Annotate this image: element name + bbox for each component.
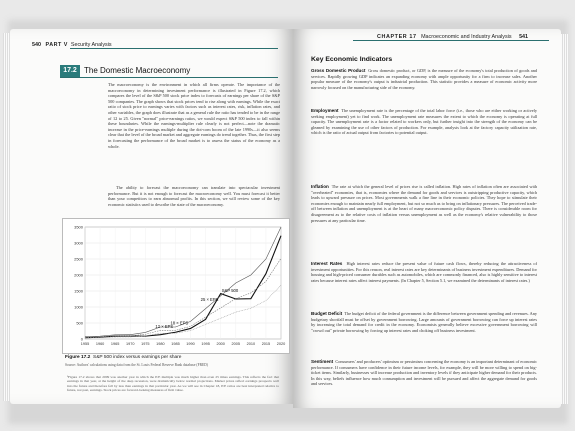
chapter-title: Macroeconomic and Industry Analysis [421,34,512,40]
part-label: PART V [45,42,68,48]
y-tick-label: 3500 [74,224,83,230]
right-page [293,29,561,408]
chart-annotation: 25 × EPS [200,297,219,303]
x-tick-label: 1965 [110,342,120,346]
indicator-heading: Interest Rates [311,261,343,266]
indicator-heading: Sentiment [311,359,334,364]
section-title: The Domestic Macroeconomy [84,66,191,75]
figure-title: S&P 500 index versus earnings per share [93,355,182,360]
key-indicators-heading: Key Economic Indicators [311,56,393,63]
paragraph-1: The macroeconomy is the environment in which all firms operate. The importance of the macroeconomy in determining investment performance is illustrated in Figure 17.2, which compares the level of the S&P 500 stock price index to forecasts of earnings per share of the S&P 500 companies. The graph shows that stock prices tend to rise along with earnings. While the exact ratio of stock price to earnings varies with factors such as interest rates, risk, inflation rates, and other variables, the graph does illustrate that as a general rule the ratio has tended to be in the range of 12 to 25. Given "normal" price-earnings ratios, we would expect S&P 500 index to fall within these boundaries. While the earnings-multiplier rule clearly is not perfect—note the dramatic increase in the price-earnings multiple during the dot-com boom of the late 1990s—it also seems clear that the level of the broad market and aggregate earnings do trend together. Thus, the first step in forecasting the performance of the broad market is to assess the status of the economy as a whole. [108,82,280,149]
y-tick-label: 3000 [74,240,83,246]
indicator-text: The unemployment rate is the percentage of the total labor force (i.e., those who are either working or actively seeking employment) yet to find work. The unemployment rate measures the extent to which the economy is operating at full capacity. The unemployment rate is a factor related to workers only, but further insight into the strength of the economy can be gleaned by examining the use of other factors of production. For example, analysts look at the factory capacity utilization rate, which is the ratio of actual output from factories to potential output. [311,108,537,136]
indicator-gdp [311,68,537,106]
x-tick-label: 2020 [276,342,286,346]
x-tick-label: 2005 [231,342,240,346]
right-page-number: 541 [519,34,529,40]
y-tick-label: 500 [76,320,83,326]
x-tick-label: 2010 [246,342,256,346]
indicator-sentiment [311,359,537,405]
x-tick-label: 1970 [126,342,135,346]
footnote: ¹Figure 17.2 shows that 2009 was another year in which the P/E multiple was much higher than even 25 times earnings. This reflects the fact that earnings in that year, at the height of the deep recession, were dramatically below normal projections. Market prices reflect earnings prospects well into the future and therefore fell by less than earnings in that particular year. As we will see in Chapter 18, P/E ratios are best interpreted relative to future, not past, earnings. Stock prices are forward-looking measures of firm value. [67,375,279,393]
x-tick-label: 1985 [171,342,180,346]
indicator-heading: Inflation [311,184,329,189]
right-header-rule [353,40,549,41]
y-tick-label: 2500 [74,256,83,262]
indicator-text: The budget deficit of the federal government is the difference between government spending and revenues. Any budgetary shortfall must be offset by government borrowing. Large amounts of government borrowing can force up interest rates by increasing the total demand for credit in the economy. Economists generally believe excessive government borrowing will "crowd out" private borrowing by forcing up interest rates and choking off business investment. [311,311,537,333]
x-tick-label: 2015 [261,342,271,346]
figure-label: Figure 17.2 [65,355,91,360]
figure-chart [62,218,290,354]
x-tick-label: 2000 [216,342,225,346]
x-tick-label: 1975 [141,342,150,346]
left-header-rule [70,48,278,49]
chart-annotation: 12 × EPS [155,324,174,330]
indicator-heading: Budget Deficit [311,311,343,316]
y-tick-label: 1000 [74,304,83,310]
part-title: Security Analysis [70,42,112,48]
figure-caption [65,355,181,360]
y-tick-label: 1500 [74,288,83,294]
indicator-text: High interest rates reduce the present value of future cash flows, thereby reducing the attractiveness of investment opportunities. For this reason, real interest rates are key determinants of business investment expenditures. Demand for housing and high-priced consumer durables such as automobiles, which are commonly financed, also is highly sensitive to interest rates because interest rates affect interest payments. (In Chapter 5, Section 5.1, we examined the determinants of interest rates.) [311,261,537,283]
indicator-heading: Employment [311,108,339,113]
y-tick-label: 0 [80,336,83,342]
x-tick-label: 1960 [95,342,105,346]
chart-annotation: 18 × EPS [170,320,189,326]
x-tick-label: 1995 [201,342,210,346]
indicator-budget-deficit [311,311,537,355]
chart-annotation: S&P 500 [221,287,239,293]
indicator-heading: Gross Domestic Product [311,68,366,73]
paragraph-2: The ability to forecast the macroeconomy can translate into spectacular investment performance. But it is not enough to forecast the macroeconomy well. You must forecast it better than your competitors to earn abnormal profits. In this section, we will review some of the key economic statistics used to describe the state of the macroeconomy. [108,185,280,207]
left-page [10,29,293,404]
indicator-interest-rates [311,261,537,307]
section-number: 17.2 [60,65,80,77]
left-page-number: 540 [32,42,41,48]
chart-svg [63,219,289,353]
chapter-label: CHAPTER 17 [377,34,417,40]
figure-source: Source: Authors' calculations using data from the St. Louis Federal Reserve Bank database (FRED) [65,363,208,367]
x-tick-label: 1980 [156,342,165,346]
indicator-text: Gross domestic product, or GDP, is the measure of the economy's total production of goods and services. Rapidly growing GDP indicates an expanding economy with ample opportunity for a firm to increase sales. Another popular measure of the economy's output is industrial production. This statistic provides a measure of economic activity more narrowly focused on the manufacturing side of the economy. [311,68,537,90]
x-tick-label: 1990 [186,342,195,346]
indicator-text: The rate at which the general level of prices rise is called inflation. High rates of inflation often are associated with "overheated" economies, that is, economies where the demand for goods and services is outstripping productive capacity, which leads to upward pressure on prices. Most governments walk a fine line in their economic policies. They hope to stimulate their economies enough to maintain nearly full employment, but not so much as to bring on inflationary pressures. The perceived trade-off between inflation and unemployment is at the heart of many macroeconomic policy disputes. There is considerable room for disagreement as to the relative costs of inflation versus unemployment as well as the economy's relative vulnerability to those pressures at any particular time. [311,184,537,223]
indicator-employment [311,108,537,182]
y-tick-label: 2000 [74,272,83,278]
indicator-inflation [311,184,537,258]
page-edges-right [560,34,568,404]
x-tick-label: 1955 [80,342,90,346]
section-heading [60,65,278,78]
indicator-text: Consumers' and producers' optimism or pessimism concerning the economy is an important determinant of economic performance. If consumers have confidence in their future income levels, for example, they will be more willing to spend on big-ticket items. Similarly, businesses will increase production and inventory levels if they anticipate higher demand for their products. In this way, beliefs influence how much consumption and investment will be pursued and affect the aggregate demand for goods and services. [311,359,537,387]
